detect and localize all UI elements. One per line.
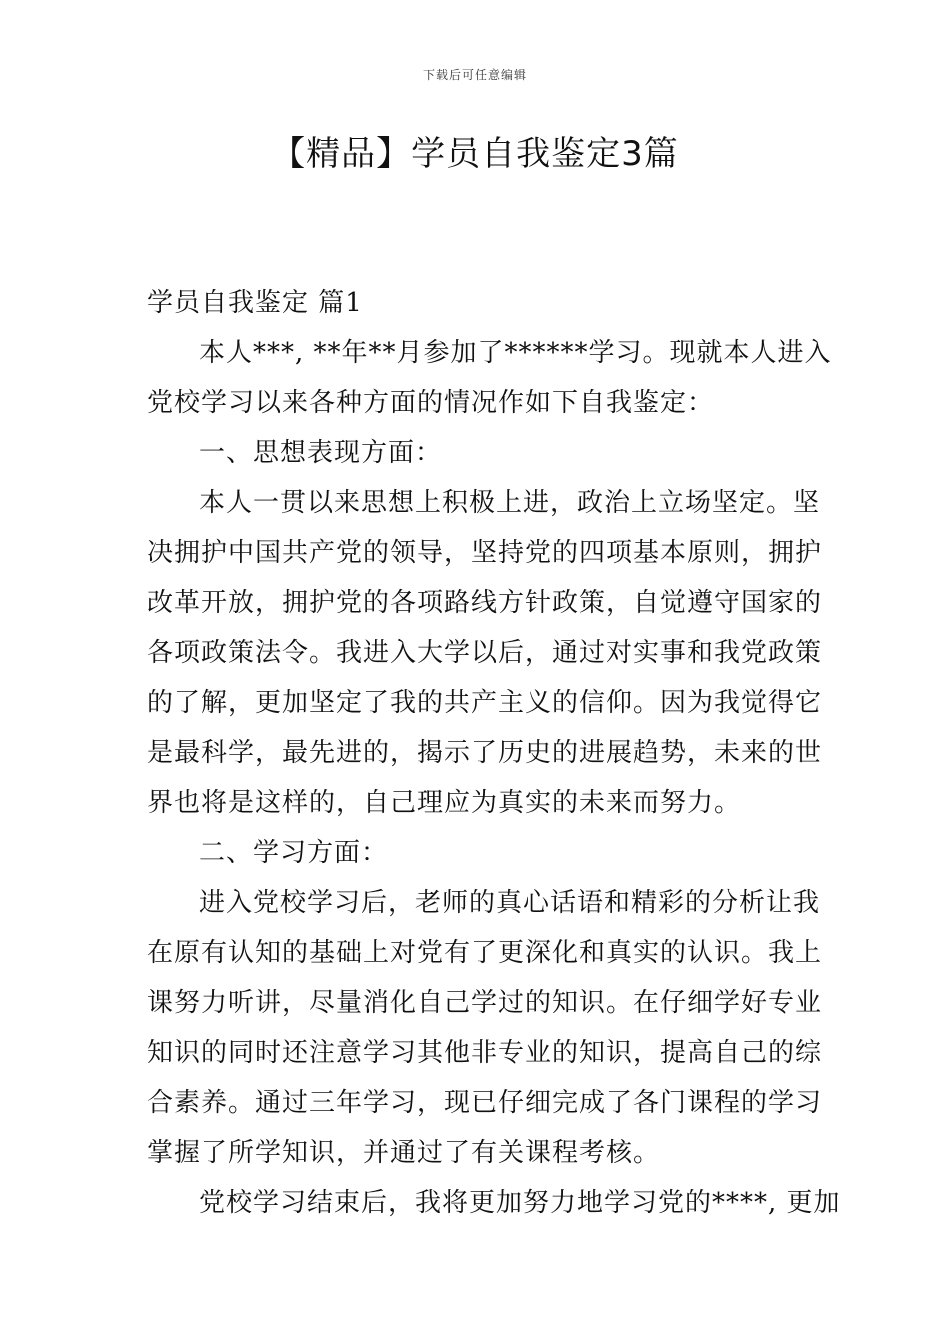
- text-line: 各项政策法令。我进入大学以后，通过对实事和我党政策: [147, 638, 823, 668]
- text-line: 改革开放，拥护党的各项路线方针政策，自觉遵守国家的: [147, 588, 823, 618]
- text-line: 进入党校学习后，老师的真心话语和精彩的分析让我: [199, 888, 821, 918]
- text-line: 本人***, **年**月参加了******学习。现就本人进入: [199, 338, 832, 368]
- document-body: [147, 278, 841, 1228]
- text-line: 的了解，更加坚定了我的共产主义的信仰。因为我觉得它: [147, 688, 823, 718]
- header-note: 下载后可任意编辑: [422, 68, 527, 82]
- text-line: 掌握了所学知识，并通过了有关课程考核。: [147, 1138, 661, 1168]
- text-line: 合素养。通过三年学习，现已仔细完成了各门课程的学习: [147, 1088, 823, 1118]
- text-line: 是最科学，最先进的，揭示了历史的进展趋势，未来的世: [147, 738, 823, 768]
- text-line: 本人一贯以来思想上积极上进，政治上立场坚定。坚: [199, 488, 821, 518]
- text-line: 知识的同时还注意学习其他非专业的知识，提高自己的综: [147, 1038, 823, 1068]
- text-line: 党校学习以来各种方面的情况作如下自我鉴定：: [147, 388, 715, 418]
- text-line: 决拥护中国共产党的领导，坚持党的四项基本原则，拥护: [147, 538, 823, 568]
- text-line: 二、学习方面：: [199, 838, 389, 868]
- text-line: 学员自我鉴定 篇1: [147, 288, 363, 318]
- text-line: 课努力听讲，尽量消化自己学过的知识。在仔细学好专业: [147, 988, 823, 1018]
- text-line: 一、思想表现方面：: [199, 438, 443, 468]
- text-line: 在原有认知的基础上对党有了更深化和真实的认识。我上: [147, 938, 823, 968]
- text-line: 界也将是这样的，自己理应为真实的未来而努力。: [147, 788, 742, 818]
- document-title: 【精品】学员自我鉴定3篇: [271, 134, 679, 174]
- text-line: 党校学习结束后，我将更加努力地学习党的****, 更加: [199, 1188, 841, 1218]
